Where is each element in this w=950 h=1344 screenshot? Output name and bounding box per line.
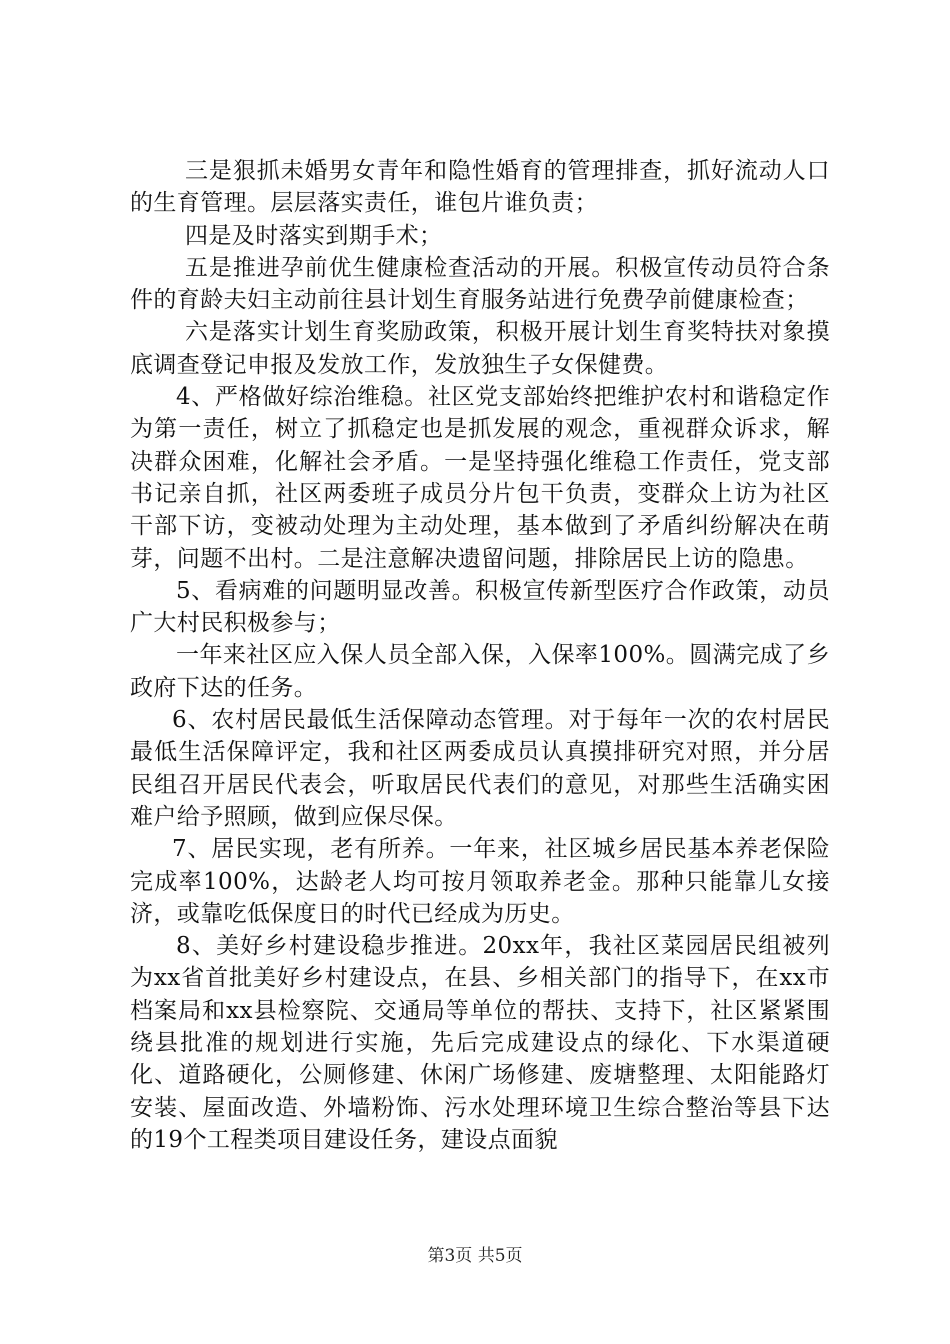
section-6-paragraph: 6、农村居民最低生活保障动态管理。对于每年一次的农村居民最低生活保障评定，我和社区两委成员认真摸排研究对照，并分居民组召开居民代表会，听取居民代表们的意见，对那些生活确实困难户给予照顾，做到应保尽保。 (130, 707, 830, 830)
insurance-paragraph: 一年来社区应入保人员全部入保，入保率100%。圆满完成了乡政府下达的任务。 (130, 642, 830, 701)
section-7-paragraph: 7、居民实现，老有所养。一年来，社区城乡居民基本养老保险完成率100%，达龄老人均可按月领取养老金。那种只能靠儿女接济，或靠吃低保度日的时代已经成为历史。 (130, 836, 830, 927)
paragraph-item-4: 四是及时落实到期手术； (185, 222, 443, 249)
page-footer: 第3页 共5页 (427, 1246, 523, 1266)
section-8-paragraph: 8、美好乡村建设稳步推进。20xx年，我社区菜园居民组被列为xx省首批美好乡村建设点，在县、乡相关部门的指导下，在xx市档案局和xx县检察院、交通局等单位的帮扶、支持下，社区紧紧围绕县批准的规划进行实施，先后完成建设点的绿化、下水渠道硬化、道路硬化，公厕修建、休闲广场修建、废塘整理、太阳能路灯安装、屋面改造、外墙粉饰、污水处理环境卫生综合整治等县下达的19个工程类项目建设任务，建设点面貌 (130, 933, 830, 1153)
section-4-paragraph: 4、严格做好综治维稳。社区党支部始终把维护农村和谐稳定作为第一责任，树立了抓稳定也是抓发展的观念，重视群众诉求，解决群众困难，化解社会矛盾。一是坚持强化维稳工作责任，党支部书记亲自抓，社区两委班子成员分片包干负责，变群众上访为社区干部下访，变被动处理为主动处理，基本做到了矛盾纠纷解决在萌芽，问题不出村。二是注意解决遗留问题，排除居民上访的隐患。 (130, 384, 830, 572)
section-5-paragraph: 5、看病难的问题明显改善。积极宣传新型医疗合作政策，动员广大村民积极参与； (130, 577, 830, 637)
paragraph-item-6: 六是落实计划生育奖励政策，积极开展计划生育奖特扶对象摸底调查登记申报及发放工作，发放独生子女保健费。 (130, 319, 830, 378)
paragraph-item-5: 五是推进孕前优生健康检查活动的开展。积极宣传动员符合条件的育龄夫妇主动前往县计划生育服务站进行免费孕前健康检查； (130, 254, 830, 314)
document-body (130, 155, 830, 1156)
paragraph-item-3: 三是狠抓未婚男女青年和隐性婚育的管理排查，抓好流动人口的生育管理。层层落实责任，谁包片谁负责； (130, 158, 830, 217)
